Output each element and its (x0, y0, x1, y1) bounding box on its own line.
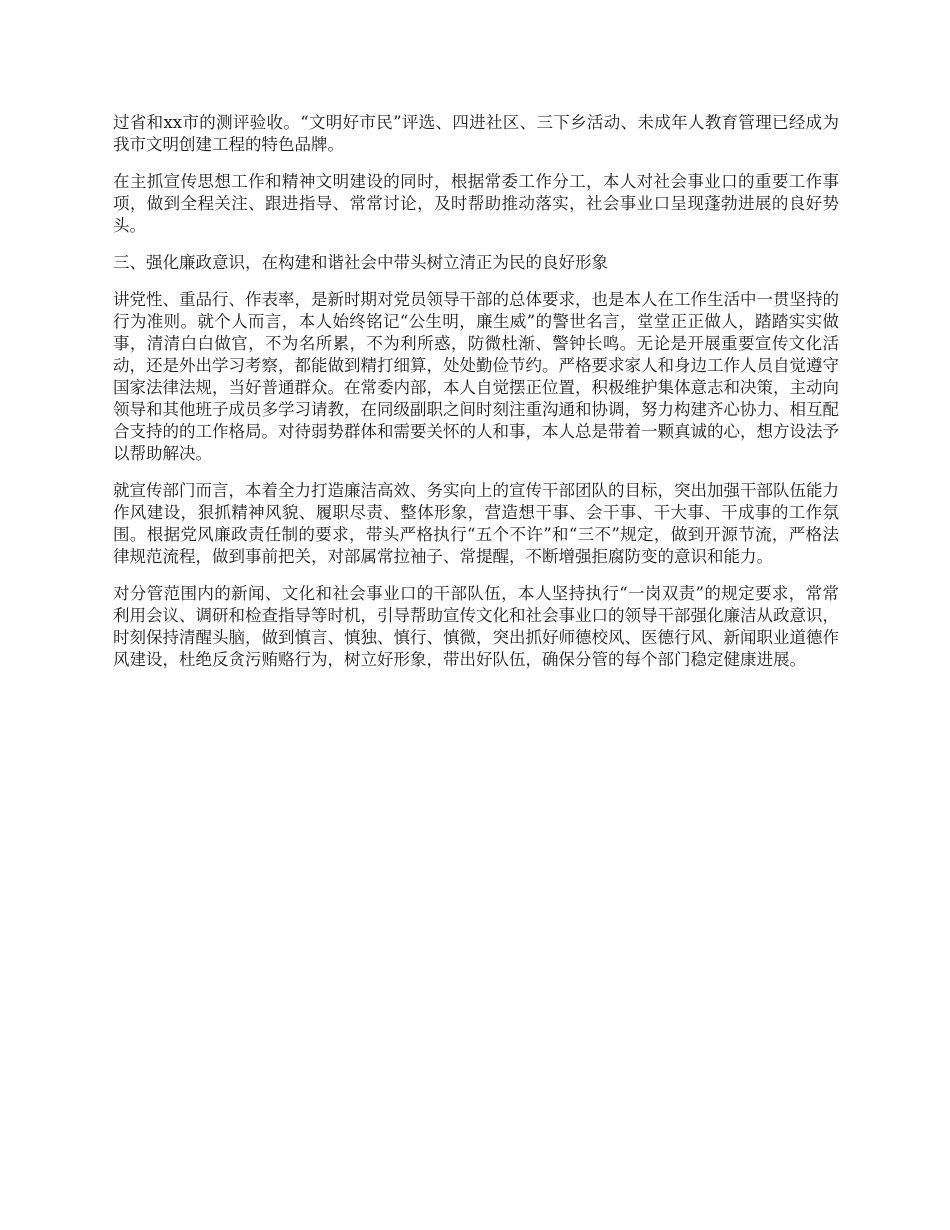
paragraph-supervised-cadres: 对分管范围内的新闻、文化和社会事业口的干部队伍，本人坚持执行“一岗双责”的规定要求，常常利用会议、调研和检查指导等时机，引导帮助宣传文化和社会事业口的领导干部强化廉洁从政意识，时刻保持清醒头脑，做到慎言、慎独、慎行、慎微，突出抓好师德校风、医德行风、新闻职业道德作风建设，杜绝反贪污贿赂行为，树立好形象，带出好队伍，确保分管的每个部门稳定健康进展。 (113, 584, 839, 669)
paragraph-department-team: 就宣传部门而言，本着全力打造廉洁高效、务实向上的宣传干部团队的目标，突出加强干部队伍能力作风建设，狠抓精神风貌、履职尽责、整体形象，营造想干事、会干事、干大事、干成事的工作氛围。根据党风廉政责任制的要求，带头严格执行“五个不许”和“三不”规定，做到开源节流，严格法律规范流程，做到事前把关，对部属常拉袖子、常提醒，不断增强拒腐防变的意识和能力。 (113, 481, 839, 566)
section-heading-integrity: 三、强化廉政意识，在构建和谐社会中带头树立清正为民的良好形象 (113, 253, 608, 272)
paragraph-personal-conduct: 讲党性、重品行、作表率，是新时期对党员领导干部的总体要求，也是本人在工作生活中一贯坚持的行为准则。就个人而言，本人始终铭记“公生明，廉生威”的警世名言，堂堂正正做人，踏踏实实做事，清清白白做官，不为名所累，不为利所惑，防微杜渐、警钟长鸣。无论是开展重要宣传文化活动，还是外出学习考察，都能做到精打细算，处处勤俭节约。严格要求家人和身边工作人员自觉遵守国家法律法规，当好普通群众。在常委内部，本人自觉摆正位置，积极维护集体意志和决策，主动向领导和其他班子成员多学习请教，在同级副职之间时刻注重沟通和协调，努力构建齐心协力、相互配合支持的的工作格局。对待弱势群体和需要关怀的人和事，本人总是带着一颗真诚的心，想方设法予以帮助解决。 (113, 290, 839, 463)
document-body (113, 112, 839, 686)
paragraph-evaluation: 过省和xx市的测评验收。“文明好市民”评选、四进社区、三下乡活动、未成年人教育管理已经成为我市文明创建工程的特色品牌。 (113, 113, 839, 154)
paragraph-social-affairs: 在主抓宣传思想工作和精神文明建设的同时，根据常委工作分工，本人对社会事业口的重要工作事项，做到全程关注、跟进指导、常常讨论，及时帮助推动落实，社会事业口呈现蓬勃进展的良好势头。 (113, 172, 839, 235)
